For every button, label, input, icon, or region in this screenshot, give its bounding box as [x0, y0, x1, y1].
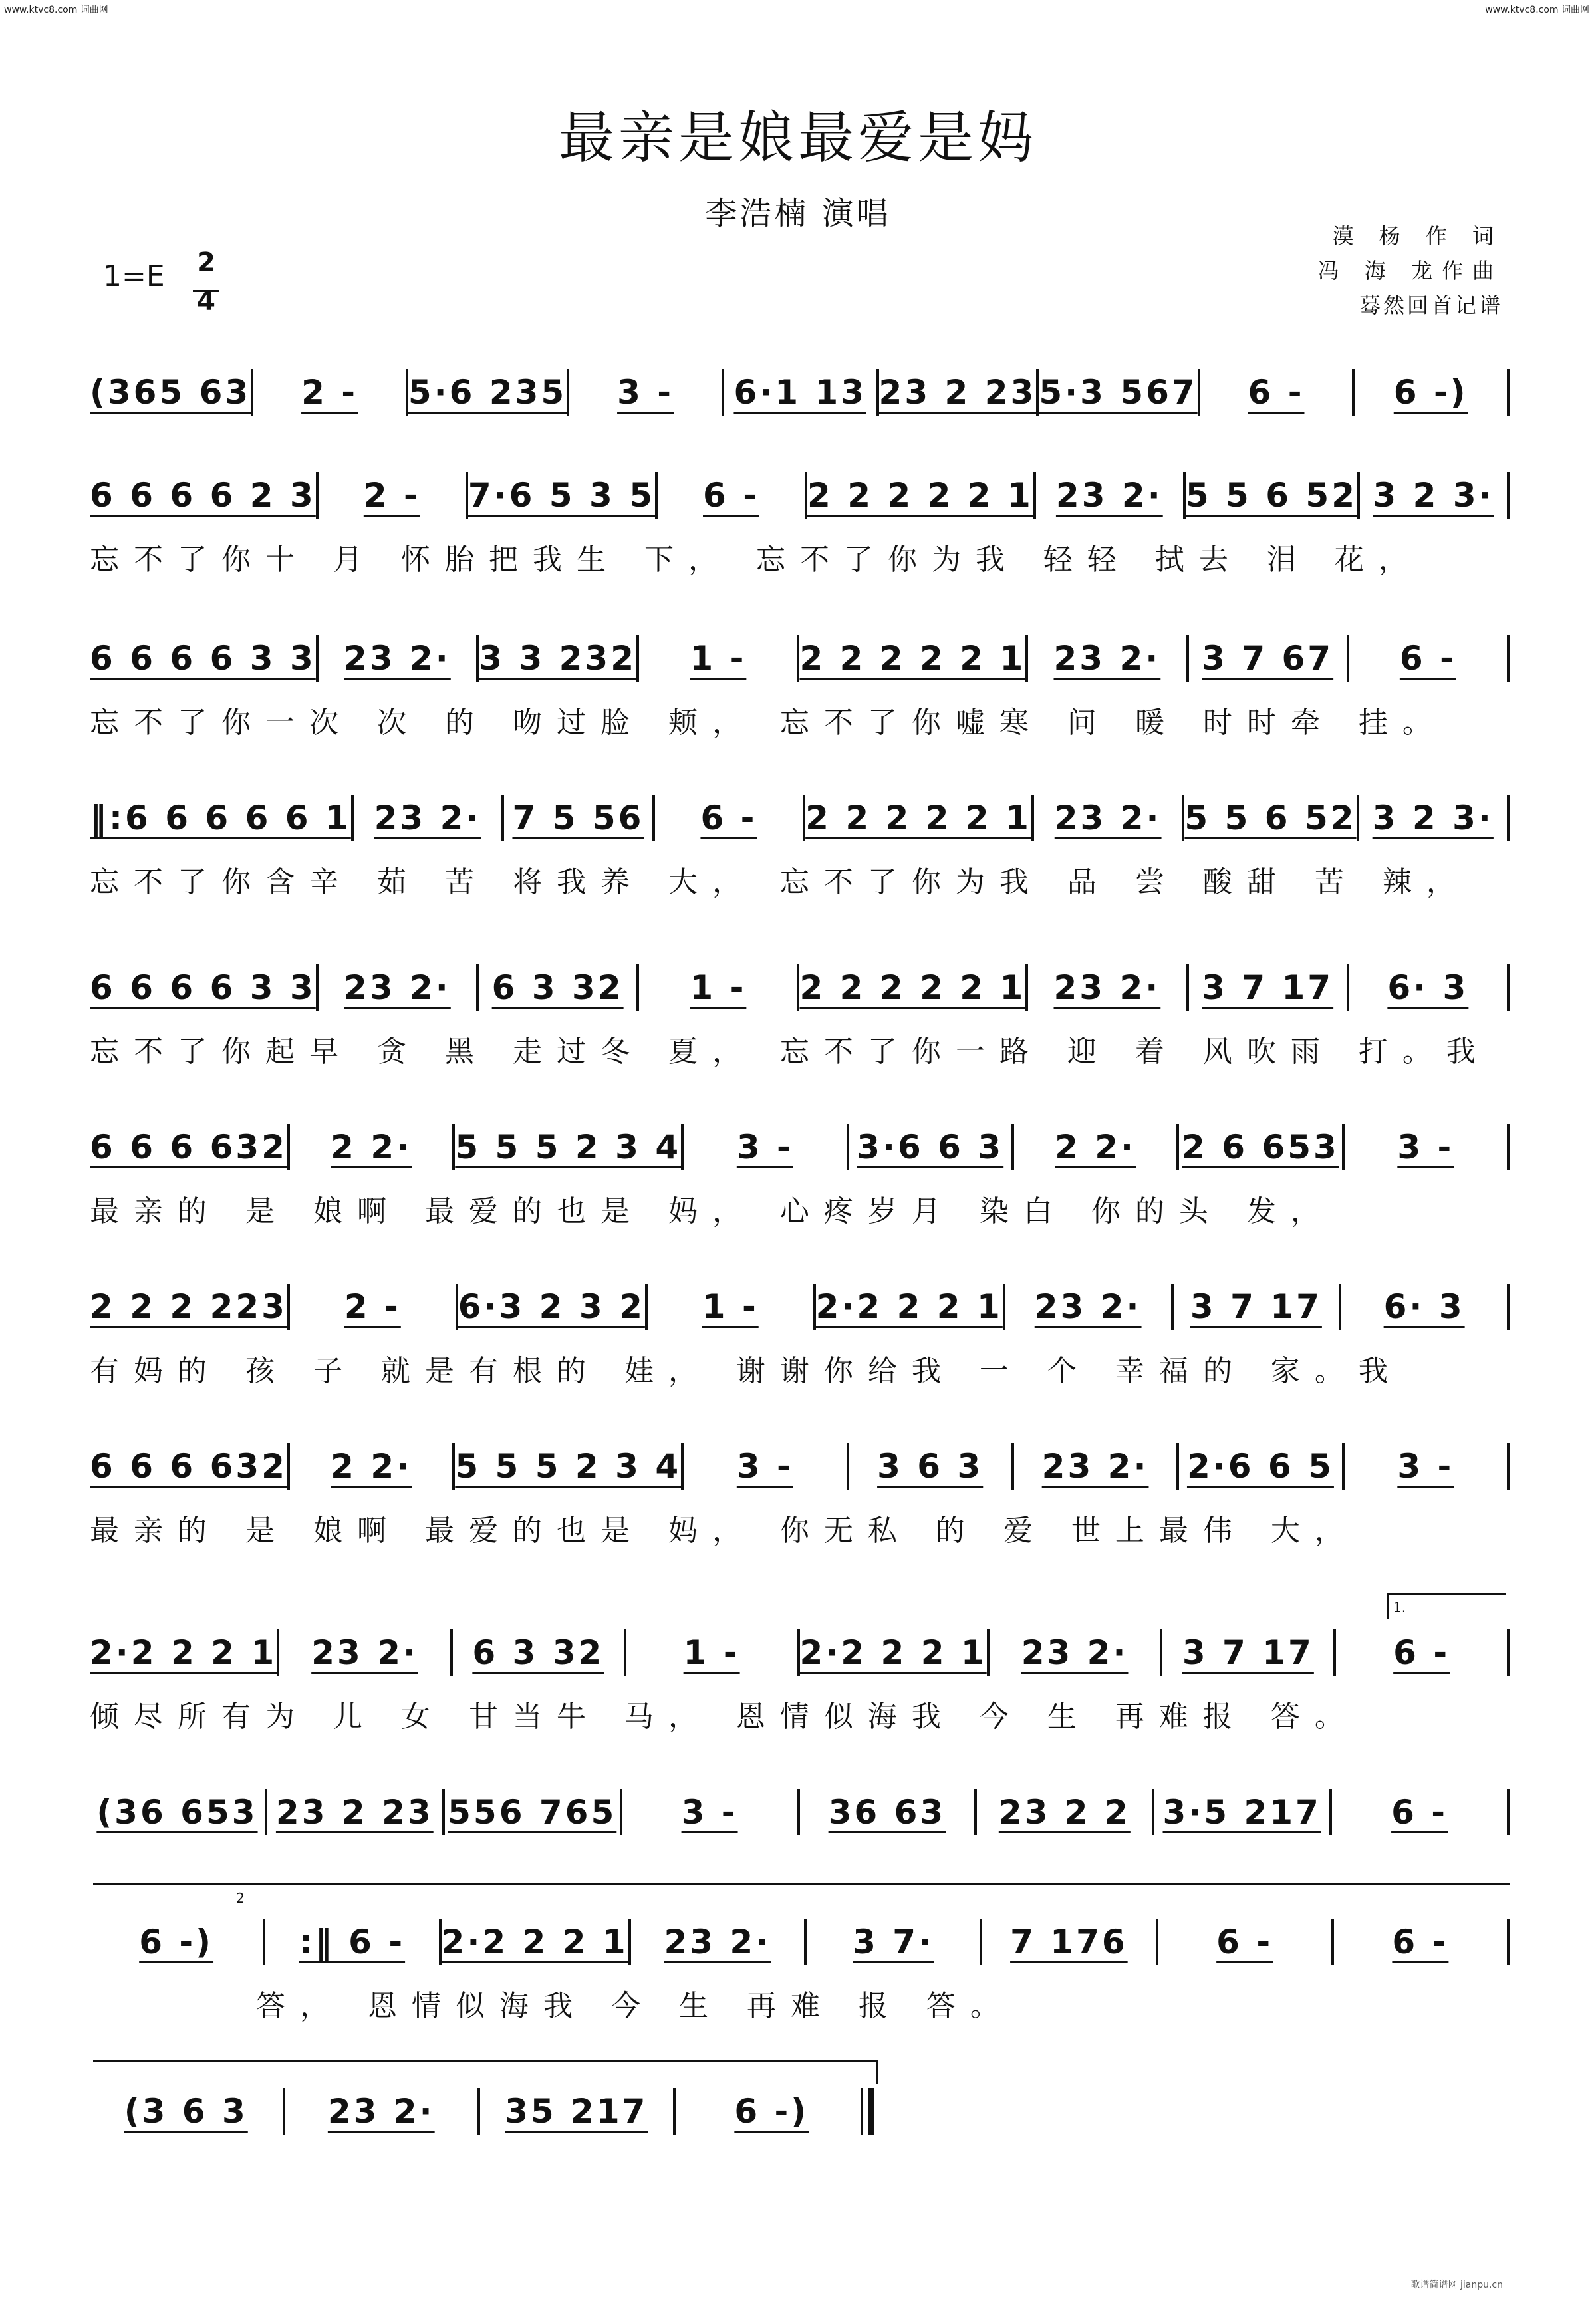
measure: 6 - [1393, 1633, 1450, 1672]
measure: 23 2· [664, 1923, 771, 1961]
volta-bracket [93, 1883, 1510, 1885]
barline [1507, 635, 1510, 682]
measure: 6 6 6 632 [90, 1447, 287, 1486]
measure: 6· 3 [1387, 968, 1469, 1007]
measure: 23 2· [311, 1633, 418, 1672]
measure: 23 2· [344, 639, 451, 678]
measure: 556 765 [448, 1793, 617, 1831]
composer-credit: 冯 海 龙作曲 [1317, 258, 1503, 283]
lyric-line: 倾尽所有为 儿 女 甘当牛 马， 恩情似海我 今 生 再难报 答。 [90, 1700, 1359, 1734]
measure: 6 - [703, 476, 759, 515]
measure: 23 2· [1041, 1447, 1149, 1486]
measure: 23 2· [1054, 799, 1162, 837]
measure: 2 2 2 2 2 1 [807, 476, 1033, 515]
measure: 3 - [736, 1447, 793, 1486]
measure: 6 - [1248, 373, 1305, 412]
measure: 3 2 3· [1372, 799, 1494, 837]
notation-row [90, 1124, 1510, 1170]
time-signature-bottom: 4 [197, 286, 215, 317]
measure: 3 7 17 [1202, 968, 1334, 1007]
measure: 6 3 32 [472, 1633, 604, 1672]
barline [1507, 1124, 1510, 1170]
measure: 6 3 32 [491, 968, 624, 1007]
barline [1507, 795, 1510, 841]
watermark: 歌谱简谱网 jianpu.cn [1410, 2280, 1503, 2290]
notation-row [90, 1919, 1510, 1965]
barline [1507, 964, 1510, 1011]
lyric-line: 忘不了你十 月 怀胎把我生 下， 忘不了你为我 轻轻 拭去 泪 花， [90, 543, 1422, 577]
measure: 23 2· [327, 2092, 435, 2131]
measure: 1 - [690, 968, 747, 1007]
measure: 2·2 2 2 1 [799, 1633, 987, 1672]
measure: 23 2 23 [275, 1793, 434, 1831]
measure: 3 7 67 [1202, 639, 1334, 678]
measure: 3 - [681, 1793, 738, 1831]
measure: (3 6 3 [124, 2092, 248, 2131]
measure: ‖:6 6 6 6 6 1 [90, 799, 351, 837]
measure: 6 - [700, 799, 757, 837]
measure: 3 - [736, 1128, 793, 1166]
measure: (365 63 [90, 373, 251, 412]
song-title: 最亲是娘最爱是妈 [558, 105, 1037, 170]
measure: :‖ 6 - [299, 1923, 406, 1961]
barline [1507, 369, 1510, 416]
measure: 5 5 6 52 [1185, 476, 1357, 515]
measure: 2 - [301, 373, 358, 412]
measure: 5 5 6 52 [1184, 799, 1357, 837]
notation-row [90, 1629, 1510, 1676]
key-signature: 1=E [103, 259, 165, 293]
final-barline-thick [868, 2088, 874, 2135]
measure: 2 2· [331, 1128, 412, 1166]
measure: 2 2· [331, 1447, 412, 1486]
volta-number: 2 [236, 1890, 245, 1906]
notation-row [90, 795, 1510, 841]
measure: 6 - [1392, 1923, 1449, 1961]
measure: (36 653 [96, 1793, 258, 1831]
measure: 35 217 [505, 2092, 648, 2131]
measure: 6 6 6 6 3 3 [90, 639, 316, 678]
measure: 2 2 2 2 2 1 [805, 799, 1031, 837]
final-barline-thin [861, 2088, 863, 2135]
barline [1507, 1919, 1510, 1965]
measure: 3 - [1397, 1128, 1454, 1166]
ending-line-tick [876, 2060, 878, 2084]
notation-row [90, 635, 1510, 682]
time-signature-top: 2 [197, 247, 215, 278]
measure: 6 -) [139, 1923, 214, 1961]
measure: 6 - [1391, 1793, 1448, 1831]
measure: 2·2 2 2 1 [815, 1287, 1003, 1326]
measure: 6·1 13 [733, 373, 866, 412]
measure: 2·6 6 5 [1186, 1447, 1334, 1486]
measure: 6· 3 [1383, 1287, 1465, 1326]
measure: 2 2· [1055, 1128, 1136, 1166]
volta-bracket [1387, 1593, 1506, 1595]
transcriber-credit: 蓦然回首记谱 [1359, 293, 1503, 318]
measure: 6 - [1216, 1923, 1273, 1961]
measure: 3 2 3· [1373, 476, 1494, 515]
measure: 6 6 6 6 3 3 [90, 968, 316, 1007]
barline [1507, 1284, 1510, 1330]
measure: 3 - [617, 373, 674, 412]
measure: 23 2· [1055, 476, 1163, 515]
measure: 3 6 3 [877, 1447, 984, 1486]
lyric-line: 有妈的 孩 子 就是有根的 娃， 谢谢你给我 一 个 幸福的 家。我 [90, 1354, 1402, 1388]
measure: 2 2 2 2 2 1 [799, 639, 1026, 678]
measure: 6 -) [734, 2092, 809, 2131]
measure: 5·3 567 [1039, 373, 1198, 412]
measure: 1 - [690, 639, 747, 678]
barline [1507, 1443, 1510, 1490]
measure: 6 - [1399, 639, 1456, 678]
measure: 23 2· [374, 799, 481, 837]
measure: 1 - [702, 1287, 759, 1326]
notation-row [90, 964, 1510, 1011]
notation-row [90, 472, 1510, 519]
measure: 2 - [363, 476, 420, 515]
lyricist-credit: 漠 杨 作 词 [1332, 223, 1503, 249]
notation-row [90, 2088, 868, 2135]
measure: 3 - [1397, 1447, 1454, 1486]
volta-number: 1. [1393, 1599, 1406, 1615]
measure: 23 2· [1053, 639, 1161, 678]
notation-row [90, 1789, 1510, 1835]
measure: 5 5 5 2 3 4 [455, 1447, 682, 1486]
lyric-line: 忘不了你起早 贪 黑 走过冬 夏， 忘不了你一路 迎 着 风吹雨 打。我 [90, 1035, 1490, 1069]
lyric-line: 忘不了你一次 次 的 吻过脸 颊， 忘不了你嘘寒 问 暖 时时牵 挂。 [90, 706, 1446, 740]
notation-row [90, 1284, 1510, 1330]
site-label-right: www.ktvc8.com 词曲网 [1485, 5, 1589, 15]
barline [1507, 472, 1510, 519]
measure: 6 6 6 6 2 3 [90, 476, 316, 515]
barline [1507, 1789, 1510, 1835]
barline [1507, 1629, 1510, 1676]
measure: 6 -) [1393, 373, 1468, 412]
lyric-line: 最亲的 是 娘啊 最爱的也是 妈， 心疼岁月 染白 你的头 发， [90, 1194, 1335, 1228]
lyric-line: 最亲的 是 娘啊 最爱的也是 妈， 你无私 的 爱 世上最伟 大， [90, 1514, 1359, 1548]
ending-line [93, 2060, 878, 2062]
measure: 7·6 5 3 5 [467, 476, 655, 515]
volta-bracket-left [1387, 1593, 1389, 1619]
measure: 1 - [683, 1633, 740, 1672]
measure: 7 176 [1010, 1923, 1128, 1961]
measure: 5·6 235 [408, 373, 567, 412]
measure: 23 2· [344, 968, 451, 1007]
measure: 7 5 56 [512, 799, 644, 837]
measure: 2 2 2 223 [90, 1287, 287, 1326]
lyric-line: 忘不了你含辛 茹 苦 将我养 大， 忘不了你为我 品 尝 酸甜 苦 辣， [90, 865, 1470, 899]
measure: 3 7· [853, 1923, 934, 1961]
measure: 3 7 17 [1190, 1287, 1322, 1326]
notation-row [90, 1443, 1510, 1490]
measure: 3 3 232 [479, 639, 637, 678]
measure: 2 2 2 2 2 1 [799, 968, 1026, 1007]
site-label-left: www.ktvc8.com 词曲网 [4, 5, 108, 15]
measure: 23 2· [1021, 1633, 1129, 1672]
measure: 36 63 [828, 1793, 946, 1831]
measure: 6 6 6 632 [90, 1128, 287, 1166]
measure: 23 2 2 [998, 1793, 1130, 1831]
measure: 6·3 2 3 2 [458, 1287, 645, 1326]
measure: 5 5 5 2 3 4 [455, 1128, 682, 1166]
notation-row [90, 369, 1510, 416]
measure: 2 6 653 [1182, 1128, 1339, 1166]
measure: 3·5 217 [1162, 1793, 1321, 1831]
measure: 2·2 2 2 1 [90, 1633, 277, 1672]
lyric-line: 答， 恩情似海我 今 生 再难 报 答。 [256, 1989, 1014, 2023]
measure: 3·6 6 3 [857, 1128, 1004, 1166]
measure: 23 2· [1053, 968, 1161, 1007]
measure: 2 - [344, 1287, 401, 1326]
measure: 23 2· [1034, 1287, 1142, 1326]
measure: 23 2 23 [878, 373, 1037, 412]
measure: 2·2 2 2 1 [441, 1923, 628, 1961]
singer-credit: 李浩楠 演唱 [705, 195, 891, 232]
measure: 3 7 17 [1182, 1633, 1314, 1672]
